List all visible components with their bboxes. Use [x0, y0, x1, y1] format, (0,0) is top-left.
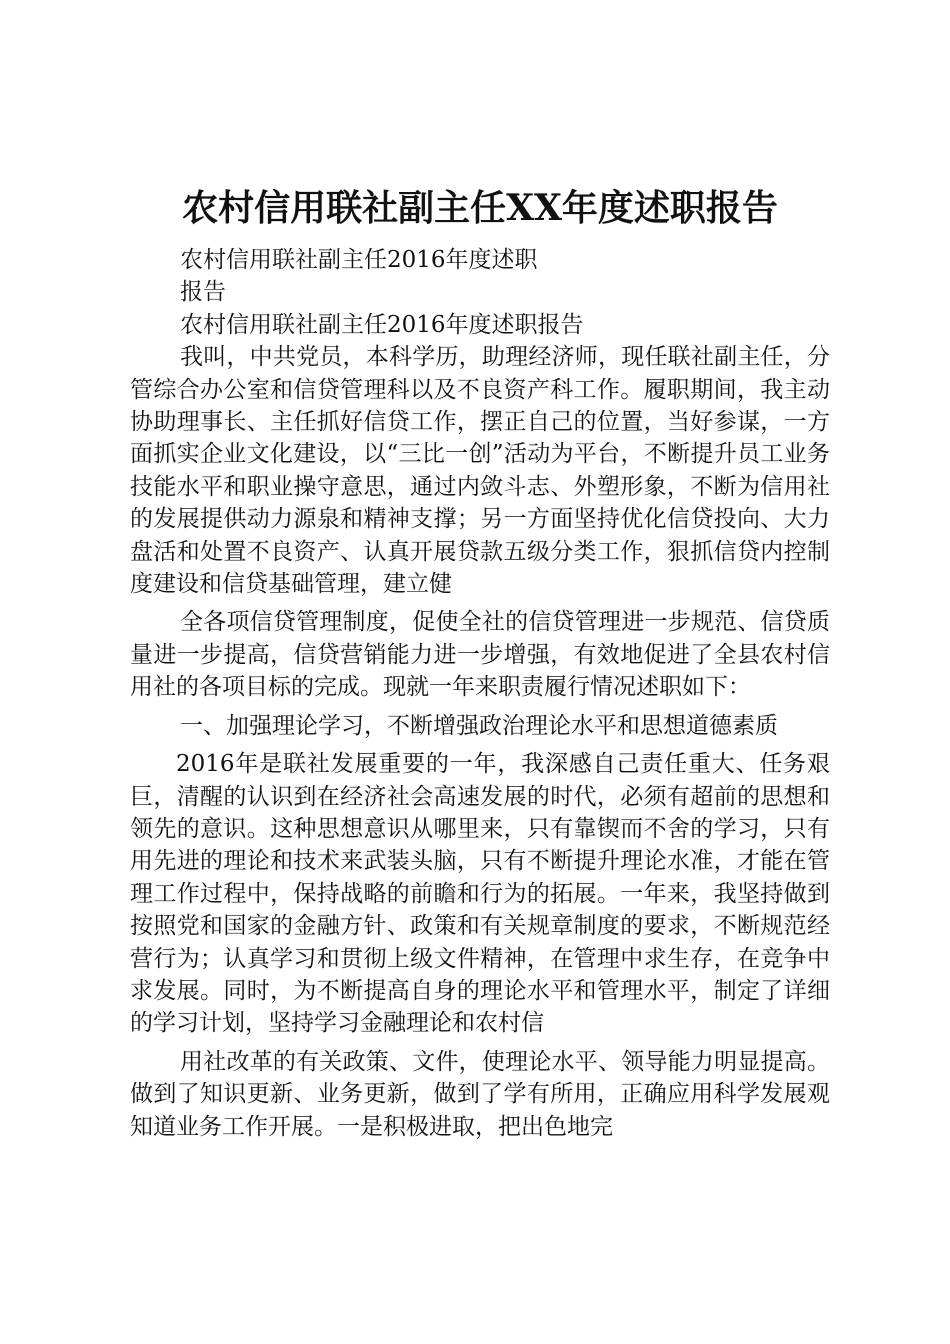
- paragraph-section-1: 2016年是联社发展重要的一年，我深感自己责任重大、任务艰巨，清醒的认识到在经济社会高速发展的时代，必须有超前的思想和领先的意识。这种思想意识从哪里来，只有靠锲而不舍的学习，只有用先进的理论和技术来武装头脑，只有不断提升理论水准，才能在管理工作过程中，保持战略的前瞻和行为的拓展。一年来，我坚持做到按照党和国家的金融方针、政策和有关规章制度的要求，不断规范经营行为；认真学习和贯彻上级文件精神，在管理中求生存，在竞争中求发展。同时，为不断提高自身的理论水平和管理水平，制定了详细的学习计划，坚持学习金融理论和农村信: [130, 751, 830, 1037]
- paragraph-intro-continued: 全各项信贷管理制度，促使全社的信贷管理进一步规范、信贷质量进一步提高，信贷营销能力进一步增强，有效地促进了全县农村信用社的各项目标的完成。现就一年来职责履行情况述职如下：: [130, 609, 830, 701]
- paragraph-section-1-continued: 用社改革的有关政策、文件，使理论水平、领导能力明显提高。做到了知识更新、业务更新，做到了学有所用，正确应用科学发展观知道业务工作开展。一是积极进取，把出色地完: [130, 1048, 830, 1140]
- paragraph-intro: 我叫，中共党员，本科学历，助理经济师，现任联社副主任，分管综合办公室和信贷管理科以及不良资产科工作。履职期间，我主动协助理事长、主任抓好信贷工作，摆正自己的位置，当好参谋，一方面抓实企业文化建设，以“三比一创”活动为平台，不断提升员工业务技能水平和职业操守意思，通过内敛斗志、外塑形象，不断为信用社的发展提供动力源泉和精神支撑；另一方面坚持优化信贷投向、大力盘活和处置不良资产、认真开展贷款五级分类工作，狠抓信贷内控制度建设和信贷基础管理，建立健: [130, 344, 830, 598]
- paragraph-subtitle-line-1: 农村信用联社副主任2016年度述职: [180, 247, 538, 273]
- document-page: [130, 186, 830, 1143]
- section-heading-1: 一、加强理论学习，不断增强政治理论水平和思想道德素质: [180, 712, 778, 739]
- document-title: 农村信用联社副主任XX年度述职报告: [182, 187, 778, 229]
- paragraph-subtitle-line-2: 报告: [180, 279, 226, 306]
- paragraph-heading: 农村信用联社副主任2016年度述职报告: [180, 311, 584, 338]
